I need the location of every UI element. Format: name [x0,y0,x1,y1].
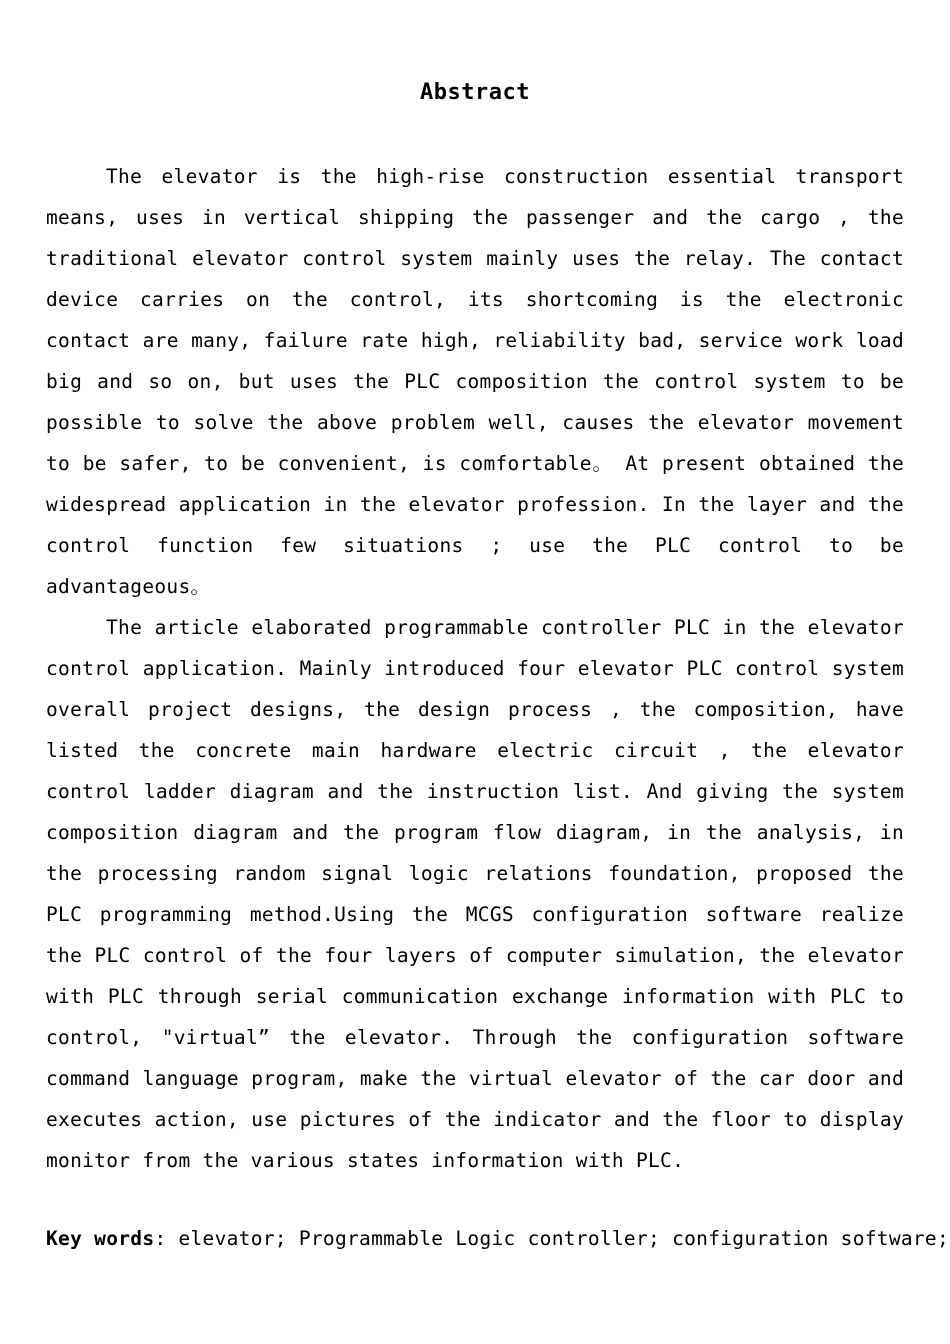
keywords-label: Key words [46,1227,155,1250]
abstract-paragraph-2: The article elaborated programmable controller PLC in the elevator control application. Mainly introduced four elevator PLC control system overall project designs, the design process , the composition, have listed the concrete main hardware electric circuit , the elevator control ladder diagram and the instruction list. And giving the system composition diagram and the program flow diagram, in the analysis, in the processing random signal logic relations foundation, proposed the PLC programming method.Using the MCGS configuration software realize the PLC control of the four layers of computer simulation, the elevator with PLC through serial communication exchange information with PLC to control, "virtual” the elevator. Through the configuration software command language program, make the virtual elevator of the car door and executes action, use pictures of the indicator and the floor to display monitor from the various states information with PLC. [46,616,904,1172]
keywords-text: : elevator; Programmable Logic controller; configuration software; [154,1227,950,1250]
abstract-paragraph-1: The elevator is the high-rise construction essential transport means, uses in vertical shipping the passenger and the cargo , the traditional elevator control system mainly uses the relay. The contact device carries on the control, its shortcoming is the electronic contact are many, failure rate high, reliability bad, service work load big and so on, but uses the PLC composition the control system to be possible to solve the above problem well, causes the elevator movement to be safer, to be convenient, is comfortable。 At present obtained the widespread application in the elevator profession. In the layer and the control function few situations ; use the PLC control to be advantageous。 [46,165,904,598]
keywords-line [46,1218,950,1259]
abstract-body [46,156,904,1181]
abstract-title: Abstract [420,80,530,105]
